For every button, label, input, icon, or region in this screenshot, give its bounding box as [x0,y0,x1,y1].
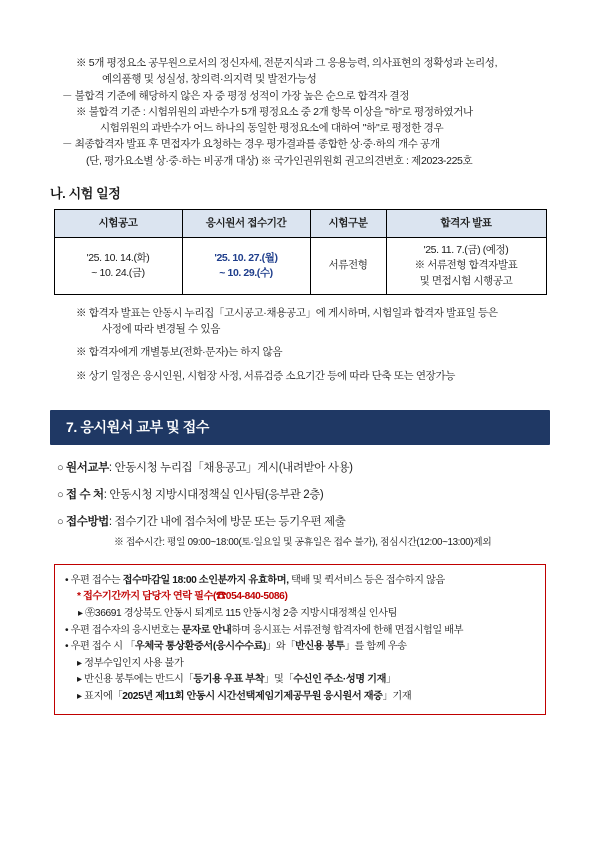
intro-block [36,55,564,169]
notice-text: • 우편 접수 시 「 [65,641,135,653]
cell-apply-line1: '25. 10. 27.(월) [214,251,278,264]
list-item-text: 접수기간 내에 접수처에 방문 또는 등기우편 제출 [114,515,346,528]
cell-notice [54,238,182,295]
cell-notice-line2: ~ 10. 24.(금) [91,266,145,279]
list-item-label: 원서교부 [66,461,109,474]
notice-text: • 우편 접수는 [65,574,123,586]
intro-line: 시험위원의 과반수가 어느 하나의 동일한 평정요소에 대하여 "하"로 평정한 경우 [100,122,444,135]
schedule-note: 사정에 따라 변경될 수 있음 [102,323,220,335]
notice-row [65,639,535,656]
notice-row [65,606,535,623]
cell-result-line3: 및 면접시험 시행공고 [419,274,513,287]
section-heading-schedule: 나. 시험 일정 [50,185,121,201]
cell-apply-line2: ~ 10. 29.(수) [219,266,273,279]
notice-text: • 우편 접수자의 응시번호는 [65,624,182,636]
cell-result [386,238,546,295]
col-header-notice: 시험공고 [54,209,182,237]
intro-line: (단, 평가요소별 상·중·하는 비공개 대상) ※ 국가인권위원회 권고의견번호 : 제2023-225호 [86,154,473,167]
table-header-row [54,209,546,237]
intro-line: － 불합격 기준에 해당하지 않은 자 중 평정 성적이 가장 높은 순으로 합격자 결정 [62,89,410,102]
list-item-colon: : [108,515,112,528]
list-item-colon: : [108,461,112,474]
intro-line: － 최종합격자 발표 후 면접자가 요청하는 경우 평가결과를 종합한 상·중·하의 개수 공개 [62,138,440,151]
col-header-exam-type: 시험구분 [310,209,386,237]
notice-text-bold: 2025년 제11회 안동시 시간선택제임기제공무원 응시원서 재중 [122,690,383,702]
circle-marker: ○ [57,461,64,474]
list-item-text: 안동시청 지방시대정책실 인사팀(응부관 2층) [109,488,324,501]
cell-exam-type: 서류전형 [310,238,386,295]
cell-notice-line1: '25. 10. 14.(화) [86,251,150,264]
table-row [54,238,546,295]
notice-text: 」와「 [266,641,296,653]
notice-text-bold: 수신인 주소·성명 기재 [293,674,387,686]
circle-marker: ○ [57,515,64,528]
notice-row [65,623,535,640]
list-item-label: 접수방법 [66,515,109,528]
schedule-notes [36,305,564,384]
notice-row [65,689,535,706]
list-item-colon: : [103,488,107,501]
intro-line: ※ 불합격 기준 : 시험위원의 과반수가 5개 평정요소 중 2개 항목 이상을 "하"로 평정하였거나 [76,105,473,118]
notice-text: 」기재 [382,690,412,702]
list-item [36,513,564,529]
cell-result-line1: '25. 11. 7.(금) (예정) [423,244,509,257]
circle-marker: ○ [57,488,64,501]
col-header-result-announcement: 합격자 발표 [386,209,546,237]
notice-text: ▸ 표지에「 [77,690,123,702]
notice-text-bold: 문자로 안내 [181,624,232,636]
notice-text-bold: 접수마감일 18:00 소인분까지 유효하며, [122,574,289,586]
list-item-text: 안동시청 누리집「채용공고」게시(내려받아 사용) [114,461,353,474]
notice-text: 하며 응시표는 서류전형 합격자에 한해 면접시험일 배부 [231,624,464,636]
list-item [36,459,564,475]
list-item [36,486,564,502]
notice-text-bold: 반신용 봉투 [295,641,345,653]
notice-red-box [54,564,546,715]
notice-text-red: * 접수기간까지 담당자 연락 필수(☎054-840-5086) [77,591,288,603]
schedule-note: ※ 합격자에게 개별통보(전화·문자)는 하지 않음 [76,346,283,359]
notice-text: ▸ 정부수입인지 사용 불가 [77,657,184,669]
notice-text: ▸ ㉾36691 경상북도 안동시 퇴계로 115 안동시청 2층 지방시대정책실 인사팀 [78,608,398,619]
col-header-application-period: 응시원서 접수기간 [182,209,310,237]
notice-row [65,573,535,590]
notice-text: 택배 및 퀵서비스 등은 접수하지 않음 [288,574,445,586]
notice-text: 」 [386,674,396,686]
schedule-note: ※ 상기 일정은 응시인원, 시험장 사정, 서류검증 소요기간 등에 따라 단축 또는 연장가능 [76,369,456,382]
notice-text: ▸ 반신용 봉투에는 반드시「 [77,674,194,686]
section-banner-7: 7. 응시원서 교부 및 접수 [50,410,550,445]
intro-line: 예의품행 및 성실성, 창의력·의지력 및 발전가능성 [102,73,317,86]
notice-text: 」를 함께 우송 [344,641,407,653]
cell-result-line2: ※ 서류전형 합격자발표 [414,259,518,272]
section-7-items [36,459,564,550]
notice-row-highlight [65,589,535,606]
notice-text: 」및「 [264,674,294,686]
section-7-subnote: ※ 접수시간: 평일 09:00~18:00(토·일요일 및 공휴일은 접수 불가), 점심시간(12:00~13:00)제외 [114,536,492,548]
intro-line: ※ 5개 평정요소 공무원으로서의 정신자세, 전문지식과 그 응용능력, 의사표현의 정확성과 논리성, [76,57,498,69]
notice-row [65,656,535,673]
notice-row [65,672,535,689]
list-item-label: 접 수 처 [66,488,104,501]
schedule-note: ※ 합격자 발표는 안동시 누리집「고시공고·채용공고」에 게시하며, 시험일과 합격자 발표일 등은 [76,306,498,319]
notice-text-bold: 우체국 통상환증서(응시수수료) [134,641,267,653]
schedule-table [54,209,547,295]
cell-application-period [182,238,310,295]
notice-text-bold: 등기용 우표 부착 [193,674,265,686]
